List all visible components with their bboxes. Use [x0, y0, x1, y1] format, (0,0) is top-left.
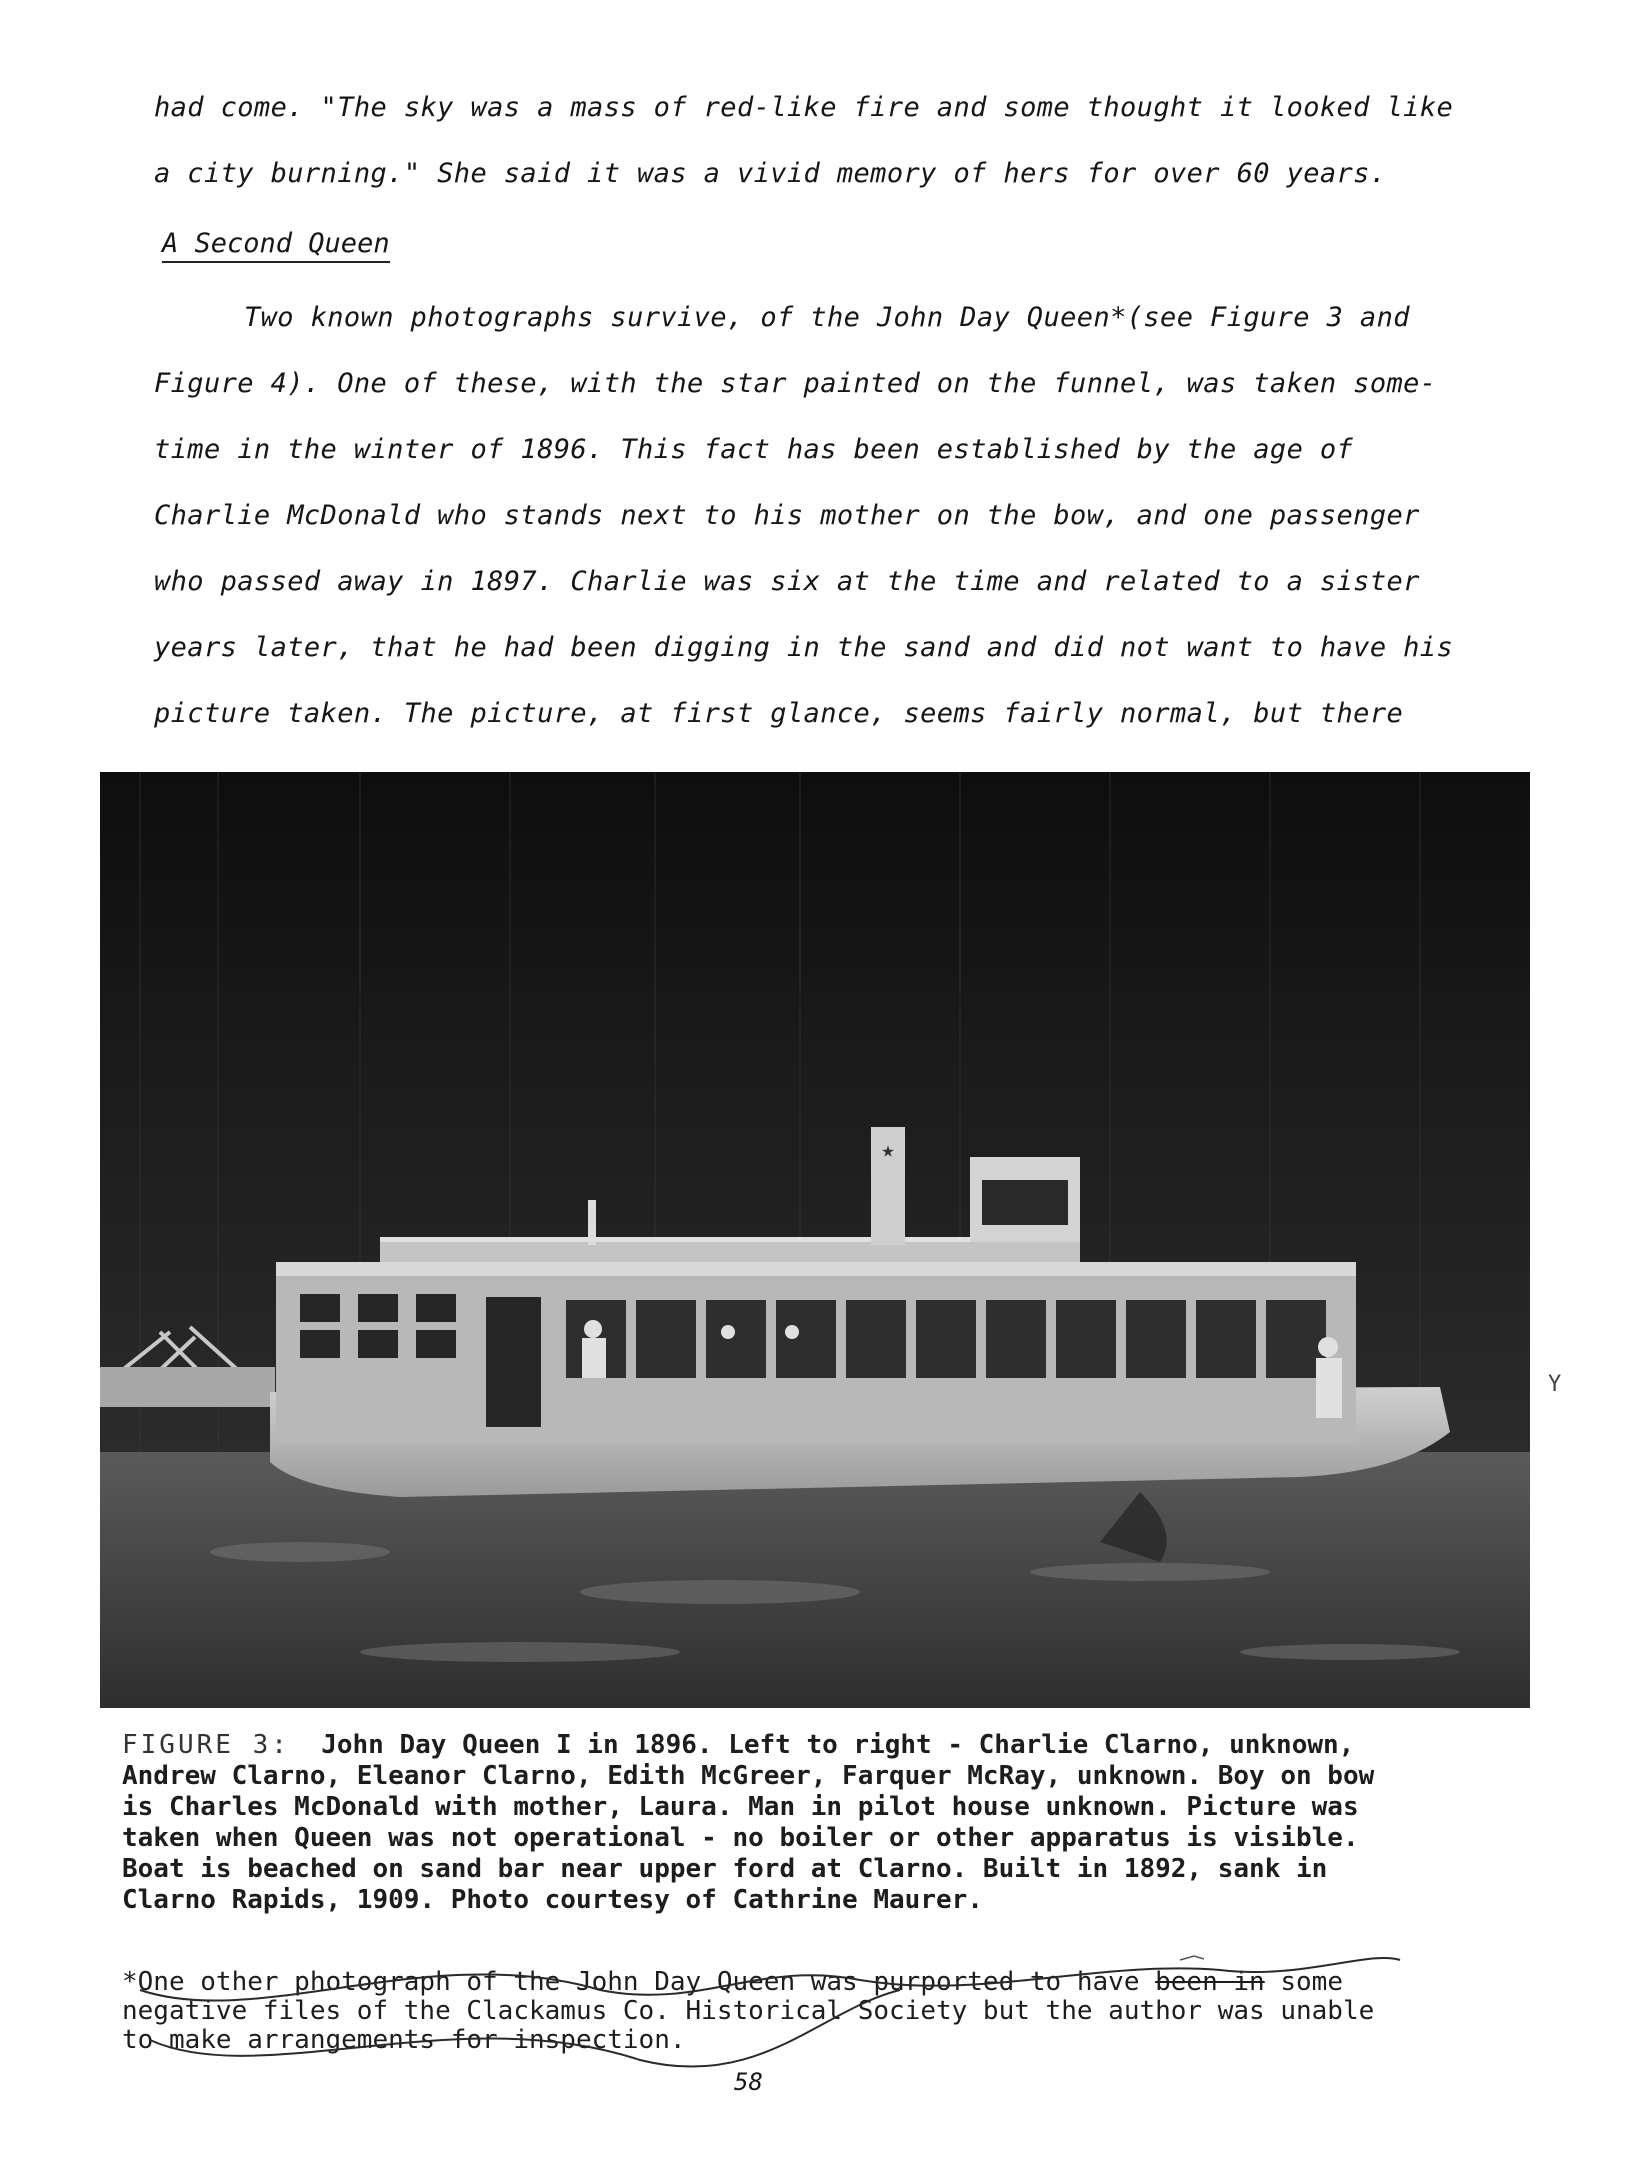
footnote-line: to make arrangements for inspection. — [122, 2025, 686, 2055]
section-heading: A Second Queen — [162, 228, 390, 263]
footnote-line — [122, 1968, 1502, 1997]
caption-text: John Day Queen I in 1896. Left to right - Charlie Clarno, unknown, — [321, 1730, 1355, 1760]
text-line: Two known photographs survive, of the John Day Queen*(see Figure 3 and — [244, 302, 1410, 333]
page-number: 58 — [734, 2068, 763, 2096]
text-line: who passed away in 1897. Charlie was six at the time and related to a sister — [154, 566, 1420, 597]
footnote-line: negative files of the Clackamus Co. Historical Society but the author was unable — [122, 1996, 1375, 2026]
caption-line: taken when Queen was not operational - no boiler or other apparatus is visible. — [122, 1823, 1359, 1853]
steamboat-photo-illustration — [100, 772, 1530, 1708]
footnote — [122, 1968, 1502, 2055]
text-line: a city burning." She said it was a vivid memory of hers for over 60 years. — [154, 158, 1387, 189]
text-line: Figure 4). One of these, with the star painted on the funnel, was taken some- — [154, 368, 1437, 399]
figure-label: FIGURE 3: — [122, 1730, 290, 1760]
caption-line: is Charles McDonald with mother, Laura. Man in pilot house unknown. Picture was — [122, 1792, 1359, 1822]
margin-mark: Y — [1548, 1372, 1562, 1397]
svg-text:★: ★ — [881, 1138, 895, 1163]
figure-caption — [122, 1730, 1482, 1916]
struck-text: been in — [1155, 1967, 1265, 1997]
caption-line — [122, 1730, 1482, 1761]
text-line: time in the winter of 1896. This fact has been established by the age of — [154, 434, 1354, 465]
figure-3-photograph — [100, 772, 1530, 1708]
footnote-text: some — [1264, 1967, 1343, 1997]
caption-line: Andrew Clarno, Eleanor Clarno, Edith McGreer, Farquer McRay, unknown. Boy on bow — [122, 1761, 1375, 1791]
text-line: Charlie McDonald who stands next to his mother on the bow, and one passenger — [154, 500, 1420, 531]
caption-line: Boat is beached on sand bar near upper ford at Clarno. Built in 1892, sank in — [122, 1854, 1328, 1884]
text-line: had come. "The sky was a mass of red-like fire and some thought it looked like — [154, 92, 1454, 123]
text-line: years later, that he had been digging in the sand and did not want to have his — [154, 632, 1454, 663]
footnote-text: *One other photograph of the John Day Queen was purported to have — [122, 1967, 1156, 1997]
text-line: picture taken. The picture, at first glance, seems fairly normal, but there — [154, 698, 1404, 729]
caption-line: Clarno Rapids, 1909. Photo courtesy of Cathrine Maurer. — [122, 1885, 983, 1915]
